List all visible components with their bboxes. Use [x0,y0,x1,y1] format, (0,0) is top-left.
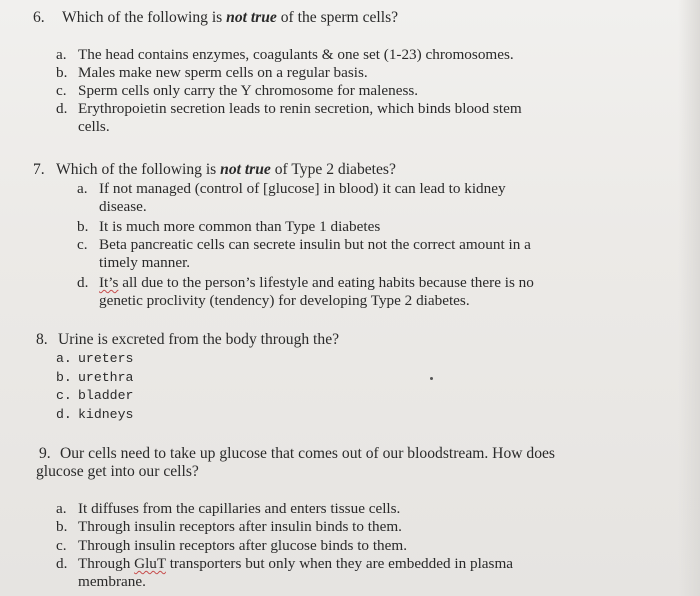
option-a-continued: disease. [99,198,147,215]
question-number: 8. [36,331,48,348]
spellcheck-word: GluT [134,555,166,572]
question-stem: Which of the following is not true of the sperm cells? [62,9,399,26]
page-edge-shadow [678,0,700,596]
question-stem-line-2: glucose get into our cells? [36,463,199,480]
question-number: 7. [33,161,45,178]
question-stem-line-1: Our cells need to take up glucose that comes out of our bloodstream. How does [60,445,555,462]
question-number: 9. [39,445,51,462]
question-stem: Which of the following is not true of Type 2 diabetes? [56,161,396,178]
question-number: 6. [33,9,45,26]
option-d-continued: genetic proclivity (tendency) for developing Type 2 diabetes. [99,292,470,309]
spellcheck-word: It’s [99,274,119,291]
stray-mark [430,377,433,380]
option-c-continued: timely manner. [99,254,191,271]
question-stem: Urine is excreted from the body through the? [58,331,340,348]
option-d-continued: membrane. [78,573,146,590]
option-d-continued: cells. [78,118,110,135]
